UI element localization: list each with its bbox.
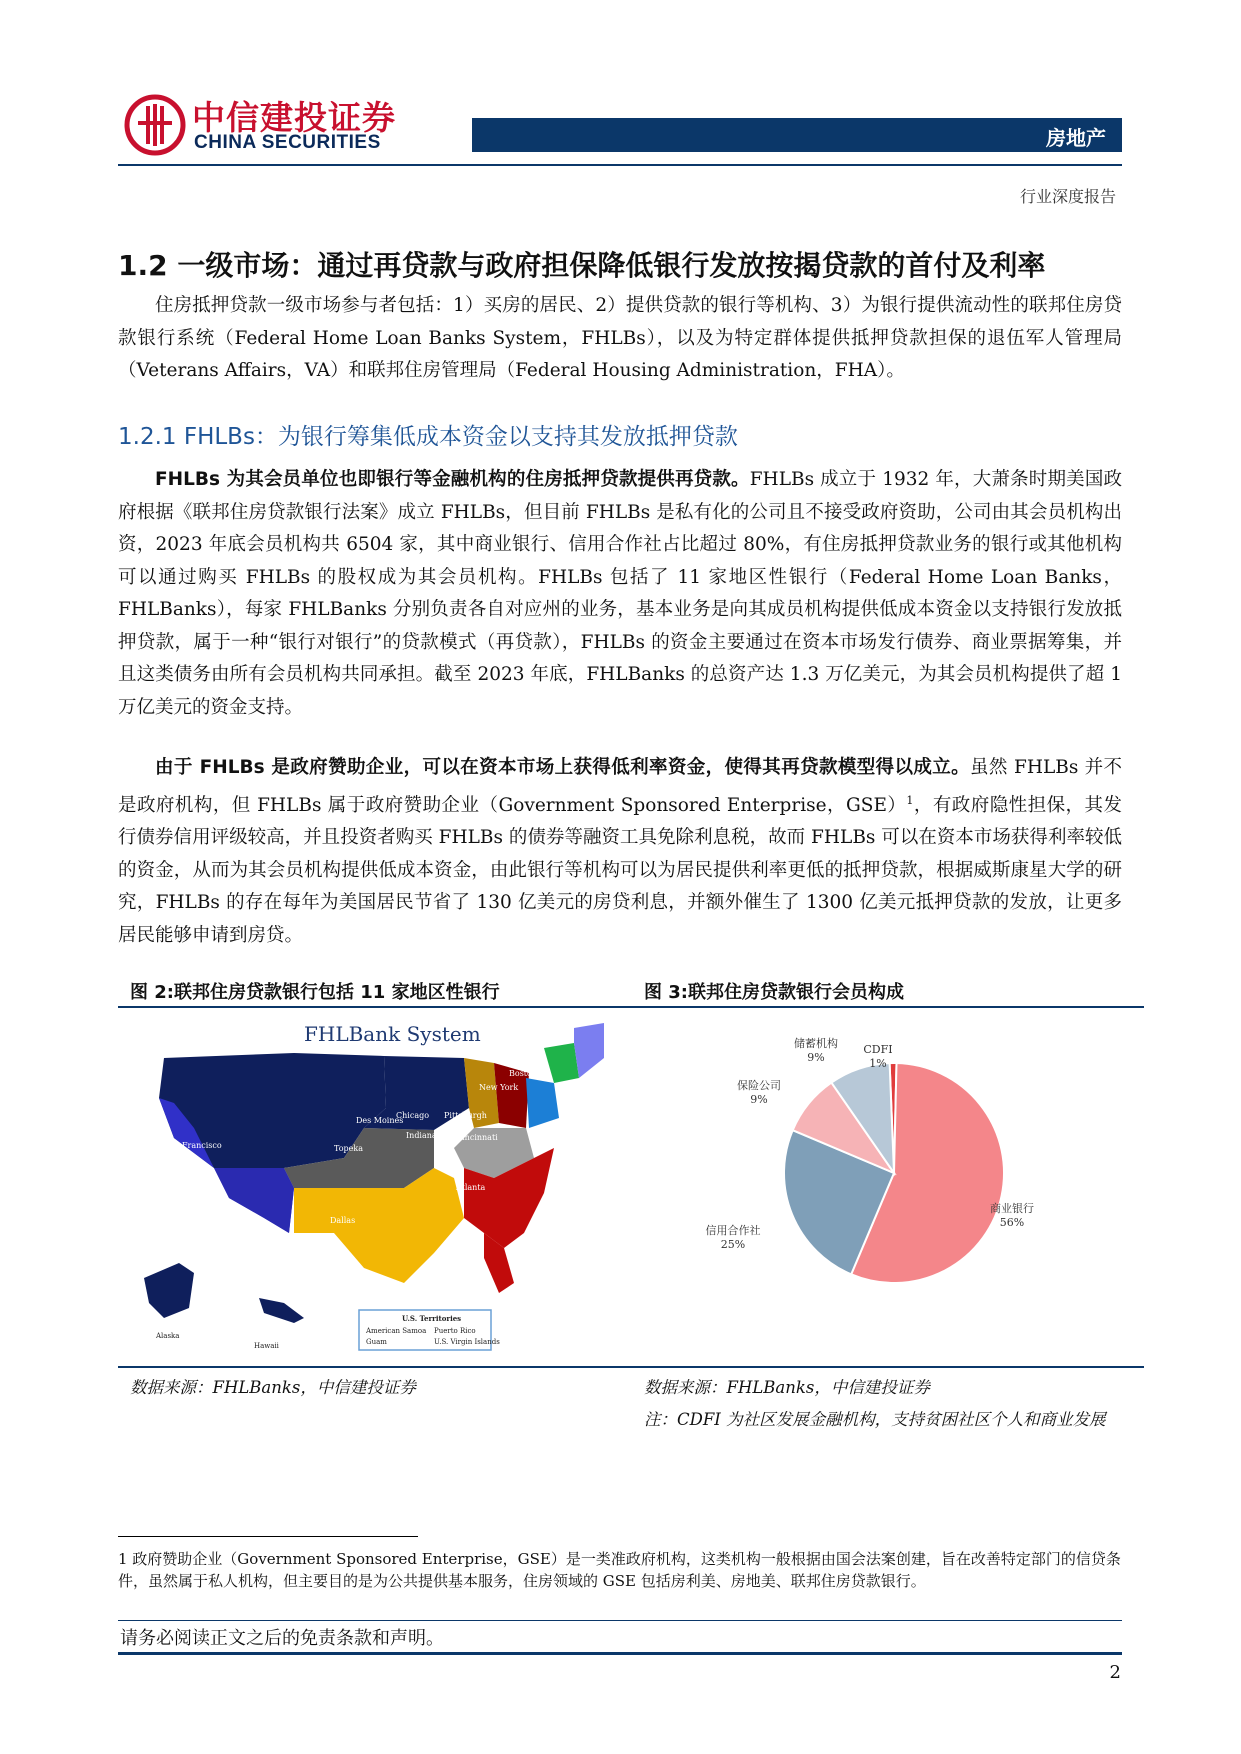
membership-pie-chart	[650, 1018, 1120, 1348]
paragraph-lead: FHLBs 为其会员单位也即银行等金融机构的住房抵押贷款提供再贷款。	[155, 469, 750, 490]
map-label-atlanta: Atlanta	[456, 1183, 486, 1192]
map-label-topeka: Topeka	[334, 1144, 364, 1153]
section-title: 1.2 一级市场：通过再贷款与政府担保降低银行发放按揭贷款的首付及利率	[118, 249, 1046, 282]
logo-text-cn: 中信建投证券	[192, 98, 396, 137]
territories-title: U.S. Territories	[402, 1314, 462, 1323]
figure2-title: 图 2:联邦住房贷款银行包括 11 家地区性银行	[130, 982, 500, 1003]
fhlbank-map	[134, 1018, 619, 1356]
map-label-dallas: Dallas	[330, 1216, 356, 1225]
report-type: 行业深度报告	[1019, 187, 1116, 206]
map-label-pittsburgh: Pittsburgh	[444, 1111, 487, 1120]
territory-item: Puerto Rico	[434, 1327, 476, 1335]
map-label-san-francisco: San Francisco	[164, 1141, 222, 1150]
pie-label-value: 9%	[750, 1093, 768, 1106]
paragraph-body: FHLBs 成立于 1932 年，大萧条时期美国政府根据《联邦住房贷款银行法案》成立 FHLBs，但目前 FHLBs 是私有化的公司且不接受政府资助，公司由其会员机构出资，2023 年底会员机构共 6504 家，其中商业银行、信用合作社占比超过 80%，有住房抵押贷款业务的银行或其他机构可以通过购买 FHLBs 的股权成为其会员机构。FHLBs 包括了 11 家地区性银行（Federal Home Loan Banks，FHLBanks），每家 FHLBanks 分别负责各自对应州的业务，基本业务是向其成员机构提供低成本资金以支持银行发放抵押贷款，属于一种“银行对银行”的贷款模式（再贷款），FHLBs 的资金主要通过在资本市场发行债券、商业票据筹集，并且这类债务由所有会员机构共同承担。截至 2023 年底，FHLBanks 的总资产达 1.3 万亿美元，为其会员机构提供了超 1 万亿美元的资金支持。	[118, 469, 1122, 718]
figure2-source: 数据来源：FHLBanks，中信建投证券	[130, 1378, 416, 1397]
header-divider	[118, 164, 1122, 166]
header-section-label: 房地产	[1046, 126, 1106, 150]
pie-label-value: 9%	[807, 1051, 825, 1064]
logo-text-en: CHINA SECURITIES	[194, 132, 381, 153]
map-label-hawaii: Hawaii	[254, 1342, 279, 1350]
paragraph-lead: 由于 FHLBs 是政府赞助企业，可以在资本市场上获得低利率资金，使得其再贷款模型得以成立。	[155, 757, 970, 778]
paragraph-body: 虽然 FHLBs 并不是政府机构，但 FHLBs 属于政府赞助企业（Government Sponsored Enterprise，GSE）	[118, 757, 1123, 816]
pie-label-value: 1%	[869, 1057, 887, 1070]
map-label-chicago: Chicago	[396, 1111, 430, 1120]
territory-item: U.S. Virgin Islands	[434, 1338, 500, 1346]
footnote: 1 政府赞助企业（Government Sponsored Enterprise，GSE）是一类准政府机构，这类机构一般根据由国会法案创建，旨在改善特定部门的信贷条件，虽然属于私人机构，但主要目的是为公共提供基本服务，住房领域的 GSE 包括房利美、房地美、联邦住房贷款银行。	[118, 1550, 1121, 1590]
map-label-alaska: Alaska	[156, 1332, 180, 1340]
map-label-boston: Boston	[509, 1069, 537, 1078]
pie-label-value: 25%	[720, 1238, 746, 1251]
map-label-indianapolis: Indianapolis	[406, 1131, 456, 1140]
paragraph-body: ，有政府隐性担保，其发行债券信用评级较高，并且投资者购买 FHLBs 的债券等融资工具免除利息税，故而 FHLBs 可以在资本市场获得利率较低的资金，从而为其会员机构提供低成本资金，由此银行等机构可以为居民提供利率更低的抵押贷款，根据威斯康星大学的研究，FHLBs 的存在每年为美国居民节省了 130 亿美元的房贷利息，并额外催生了 1300 亿美元抵押贷款的发放，让更多居民能够申请到房贷。	[118, 794, 1122, 946]
header-bar	[472, 118, 1122, 152]
pie-label-category: CDFI	[863, 1043, 893, 1056]
pie-label-category: 信用合作社	[705, 1224, 761, 1237]
map-label-new-york: New York	[479, 1083, 519, 1092]
page-number: 2	[1109, 1662, 1121, 1683]
footer-divider-thick	[118, 1652, 1122, 1655]
intro-paragraph: 住房抵押贷款一级市场参与者包括：1）买房的居民、2）提供贷款的银行等机构、3）为银行提供流动性的联邦住房贷款银行系统（Federal Home Loan Banks System，FHLBs），以及为特定群体提供抵押贷款担保的退伍军人管理局（Veterans Affairs，VA）和联邦住房管理局（Federal Housing Administration，FHA）。	[118, 295, 1122, 381]
map-title: FHLBank System	[304, 1022, 481, 1046]
pie-label-category: 商业银行	[990, 1202, 1034, 1215]
map-label-des-moines: Des Moines	[356, 1116, 404, 1125]
figure-bottom-rule	[118, 1366, 1144, 1368]
footer-divider	[118, 1620, 1122, 1621]
disclaimer: 请务必阅读正文之后的免责条款和声明。	[120, 1628, 444, 1649]
paragraph-gse	[118, 752, 1122, 952]
company-logo-icon	[124, 94, 186, 156]
figure3-note: 注：CDFI 为社区发展金融机构，支持贫困社区个人和商业发展	[644, 1410, 1106, 1429]
territory-item: American Samoa	[366, 1327, 427, 1335]
figure3-title: 图 3:联邦住房贷款银行会员构成	[644, 982, 904, 1003]
figure-top-rule	[118, 1006, 1144, 1008]
subsection-title: 1.2.1 FHLBs：为银行筹集低成本资金以支持其发放抵押贷款	[118, 424, 738, 450]
footnote-divider	[118, 1536, 418, 1537]
map-label-cincinnati: Cincinnati	[456, 1133, 498, 1142]
footnote-ref[interactable]: 1	[906, 793, 914, 807]
pie-label-category: 储蓄机构	[794, 1037, 838, 1050]
paragraph-fhlbs-overview	[118, 464, 1122, 724]
territory-item: Guam	[366, 1338, 387, 1346]
pie-label-category: 保险公司	[737, 1079, 781, 1092]
pie-label-value: 56%	[999, 1216, 1025, 1229]
figure3-source: 数据来源：FHLBanks，中信建投证券	[644, 1378, 930, 1397]
